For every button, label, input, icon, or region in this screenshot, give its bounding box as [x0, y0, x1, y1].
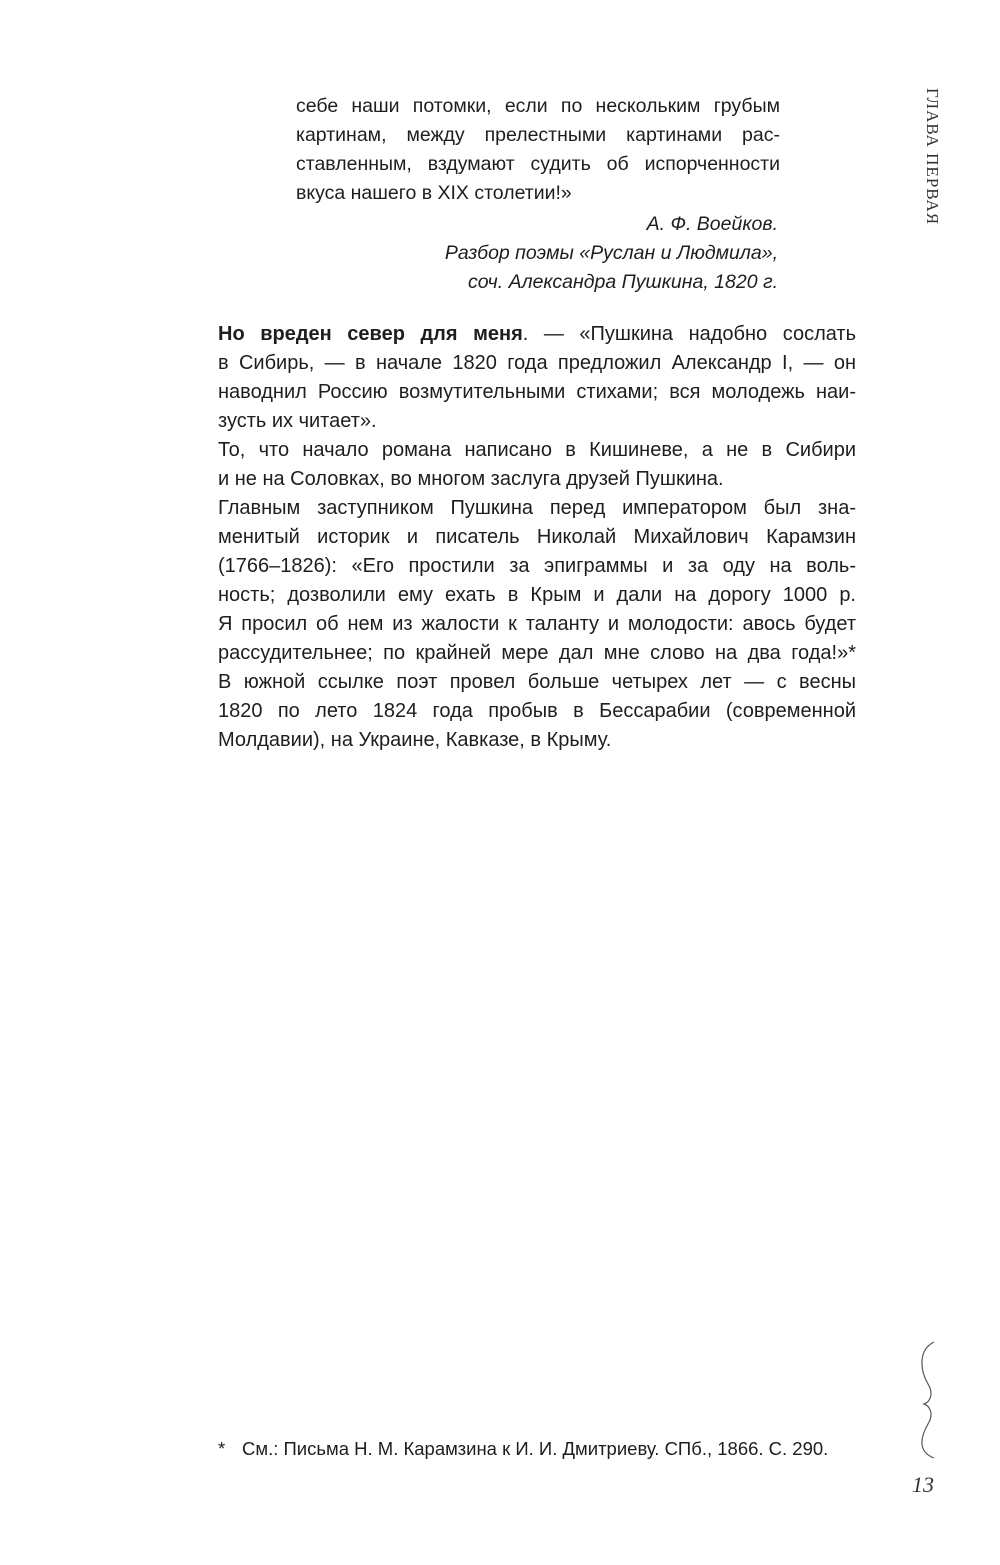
epigraph-line: картинам, между прелестными картинами рас-	[296, 124, 780, 146]
commentary-line: Молдавии), на Украине, Кавказе, в Крыму.	[218, 729, 612, 751]
page-number: 13	[912, 1472, 934, 1497]
footnote-mark: *	[218, 1438, 226, 1459]
commentary-line: Главным заступником Пушкина перед императором был зна-	[218, 497, 856, 519]
commentary-line: ность; дозволили ему ехать в Крым и дали на дорогу 1000 р.	[218, 584, 856, 606]
commentary-line	[218, 320, 856, 349]
commentary-line: 1820 по лето 1824 года пробыв в Бессарабии (современной	[218, 700, 856, 722]
attribution-work: Разбор поэмы «Руслан и Людмила»,	[444, 242, 778, 264]
footnote-text: См.: Письма Н. М. Карамзина к И. И. Дмитриеву. СПб., 1866. С. 290.	[242, 1438, 829, 1459]
commentary-text	[218, 320, 856, 755]
footnote	[218, 1436, 878, 1462]
epigraph	[296, 92, 780, 208]
commentary-line: Я просил об нем из жалости к таланту и молодости: авось будет	[218, 613, 856, 635]
epigraph-line: себе наши потомки, если по нескольким грубым	[296, 95, 780, 117]
attribution-author: А. Ф. Воейков.	[646, 213, 778, 235]
commentary-line: (1766–1826): «Его простили за эпиграммы и за оду на воль-	[218, 555, 856, 577]
bracket-flourish-icon	[908, 1340, 944, 1460]
commentary-line: То, что начало романа написано в Кишиневе, а не в Сибири	[218, 439, 856, 461]
commentary-line: зусть их читает».	[218, 410, 377, 432]
epigraph-line: вкуса нашего в XIX столетии!»	[296, 182, 572, 204]
commentary-line: менитый историк и писатель Николай Михайлович Карамзин	[218, 526, 856, 548]
running-head: ГЛАВА ПЕРВАЯ	[923, 88, 942, 226]
commentary-line: рассудительнее; по крайней мере дал мне слово на два года!»*	[218, 642, 856, 664]
commentary-line: наводнил Россию возмутительными стихами; вся молодежь наи-	[218, 381, 856, 403]
commentary-line: и не на Соловках, во многом заслуга друзей Пушкина.	[218, 468, 724, 490]
commentary-line-rest: . — «Пушкина надобно сослать	[522, 323, 856, 345]
attribution-source: соч. Александра Пушкина, 1820 г.	[467, 271, 778, 293]
epigraph-attribution	[445, 210, 778, 297]
commentary-line: в Сибирь, — в начале 1820 года предложил Александр I, — он	[218, 352, 856, 374]
commentary-line: В южной ссылке поэт провел больше четырех лет — с весны	[218, 671, 856, 693]
epigraph-line: ставленным, вздумают судить об испорченности	[296, 153, 780, 175]
commentary-lead-phrase: Но вреден север для меня	[218, 323, 523, 345]
